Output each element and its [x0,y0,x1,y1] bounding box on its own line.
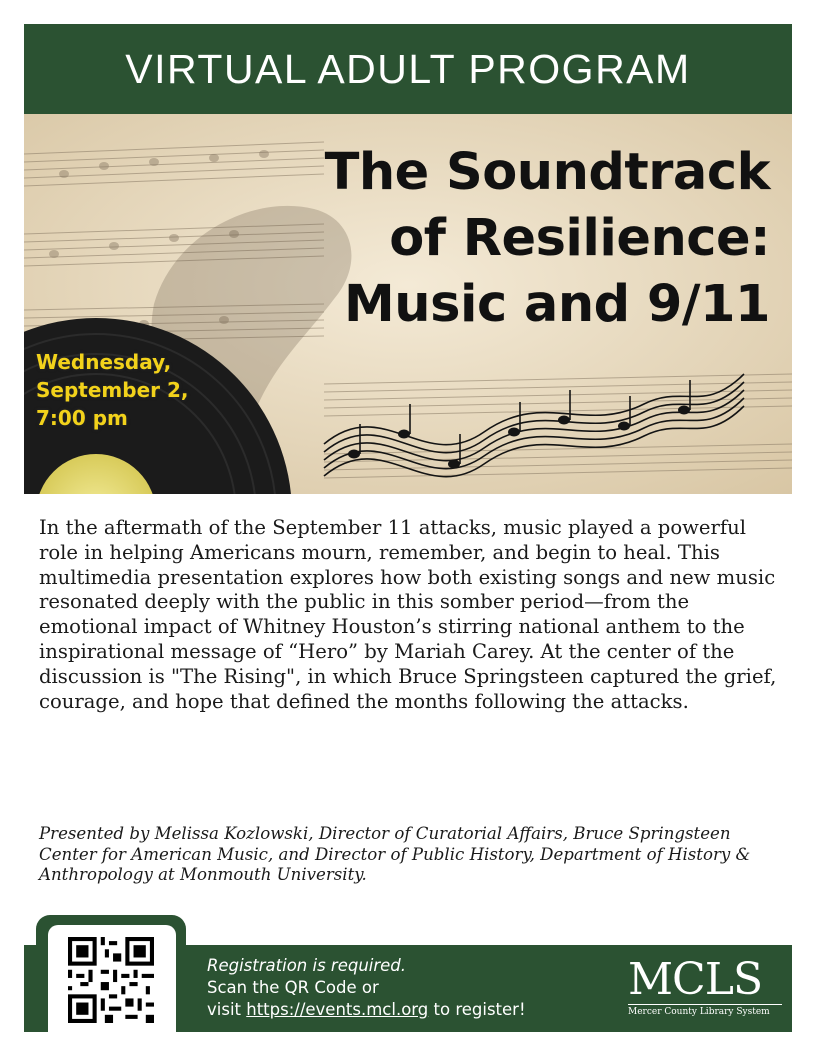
qr-code-icon [68,937,154,1023]
logo-library-name: Mercer County Library System [628,1004,782,1017]
registration-visit-suffix: to register! [433,1000,526,1019]
event-title-line-3: Music and 9/11 [344,275,770,334]
program-type-heading: VIRTUAL ADULT PROGRAM [125,45,691,92]
presenter-credit: Presented by Melissa Kozlowski, Director of Curatorial Affairs, Bruce Springsteen Center for American Music, and Director of Public History, Department of History & Anthropology at Monmouth University. [39,824,751,885]
event-title-line-1: The Soundtrack [324,143,770,202]
event-description: In the aftermath of the September 11 attacks, music played a powerful role in helping Americans mourn, remember, and begin to heal. This multimedia presentation explores how both existing songs and new music resonated deeply with the public in this somber period—from the emotional impact of Whitney Houston’s stirring national anthem to the inspirational message of “Hero” by Mariah Carey. At the center of the discussion is "The Rising", in which Bruce Springsteen captured the grief, courage, and hope that defined the months following the attacks. [39,516,777,713]
event-title [325,140,770,338]
qr-code[interactable] [48,925,176,1032]
logo-letters: MCLS [628,954,763,1005]
event-datetime [36,348,188,432]
registration-scan: Scan the QR Code or [207,978,379,997]
registration-visit-prefix: visit [207,1000,241,1019]
registration-link[interactable]: https://events.mcl.org [246,1000,429,1019]
hero-image [24,114,792,494]
event-date: September 2, [36,378,189,402]
mcls-logo [628,954,782,1022]
registration-required: Registration is required. [207,956,407,975]
registration-visit-line [207,999,526,1021]
event-day: Wednesday, [36,350,172,374]
registration-info [207,955,526,1021]
event-time: 7:00 pm [36,406,128,430]
header-banner [24,24,792,114]
event-title-line-2: of Resilience: [389,209,770,268]
